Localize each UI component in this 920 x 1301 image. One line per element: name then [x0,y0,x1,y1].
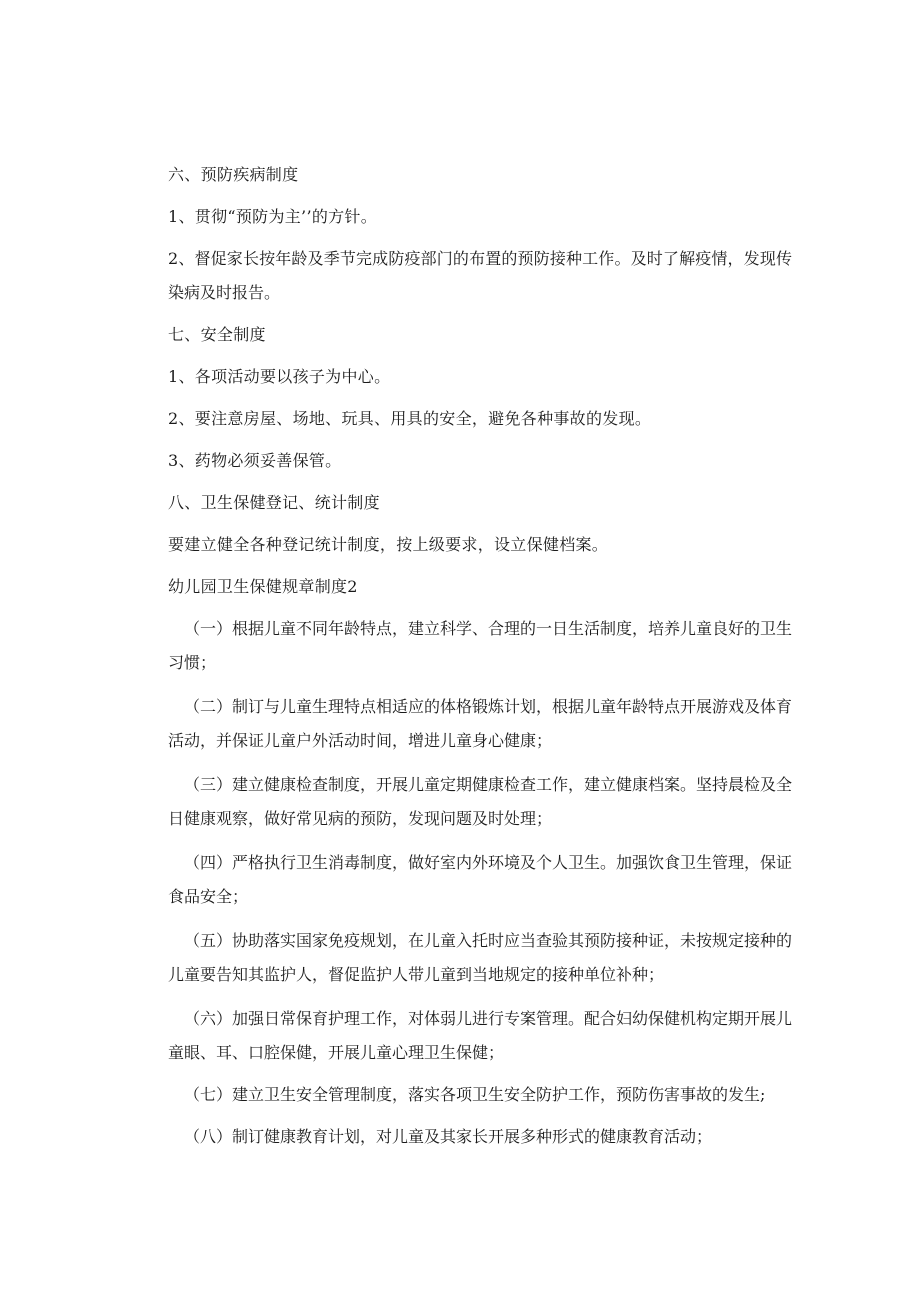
paragraph: （六）加强日常保育护理工作，对体弱儿进行专案管理。配合妇幼保健机构定期开展儿童眼、耳、口腔保健，开展儿童心理卫生保健； [168,1009,793,1062]
document-body [168,158,792,1154]
paragraph: 1、贯彻“预防为主’’的方针。 [168,207,378,226]
section-heading-registration: 八、卫生保健登记、统计制度 [168,493,380,512]
section-heading-disease-prevention: 六、预防疾病制度 [168,165,299,184]
section-heading-safety: 七、安全制度 [168,325,266,344]
paragraph: （二）制订与儿童生理特点相适应的体格锻炼计划，根据儿童年龄特点开展游戏及体育活动，并保证儿童户外活动时间，增进儿童身心健康； [168,697,793,750]
document-subtitle: 幼儿园卫生保健规章制度2 [168,577,358,596]
paragraph: （七）建立卫生安全管理制度，落实各项卫生安全防护工作，预防伤害事故的发生; [184,1085,766,1104]
paragraph: 2、督促家长按年龄及季节完成防疫部门的布置的预防接种工作。及时了解疫情，发现传染病及时报告。 [168,249,792,302]
paragraph: 2、要注意房屋、场地、玩具、用具的安全，避免各种事故的发现。 [168,409,652,428]
paragraph: （三）建立健康检查制度，开展儿童定期健康检查工作，建立健康档案。坚持晨检及全日健康观察，做好常见病的预防，发现问题及时处理； [168,775,793,828]
paragraph: （五）协助落实国家免疫规划，在儿童入托时应当查验其预防接种证，未按规定接种的儿童要告知其监护人，督促监护人带儿童到当地规定的接种单位补种； [168,931,793,984]
paragraph: （八）制订健康教育计划，对儿童及其家长开展多种形式的健康教育活动； [184,1127,713,1146]
paragraph: 3、药物必须妥善保管。 [168,451,342,470]
paragraph: 要建立健全各种登记统计制度，按上级要求，设立保健档案。 [168,535,609,554]
paragraph: （四）严格执行卫生消毒制度，做好室内外环境及个人卫生。加强饮食卫生管理，保证食品安全； [168,853,793,906]
paragraph: （一）根据儿童不同年龄特点，建立科学、合理的一日生活制度，培养儿童良好的卫生习惯； [168,619,793,672]
paragraph: 1、各项活动要以孩子为中心。 [168,367,391,386]
